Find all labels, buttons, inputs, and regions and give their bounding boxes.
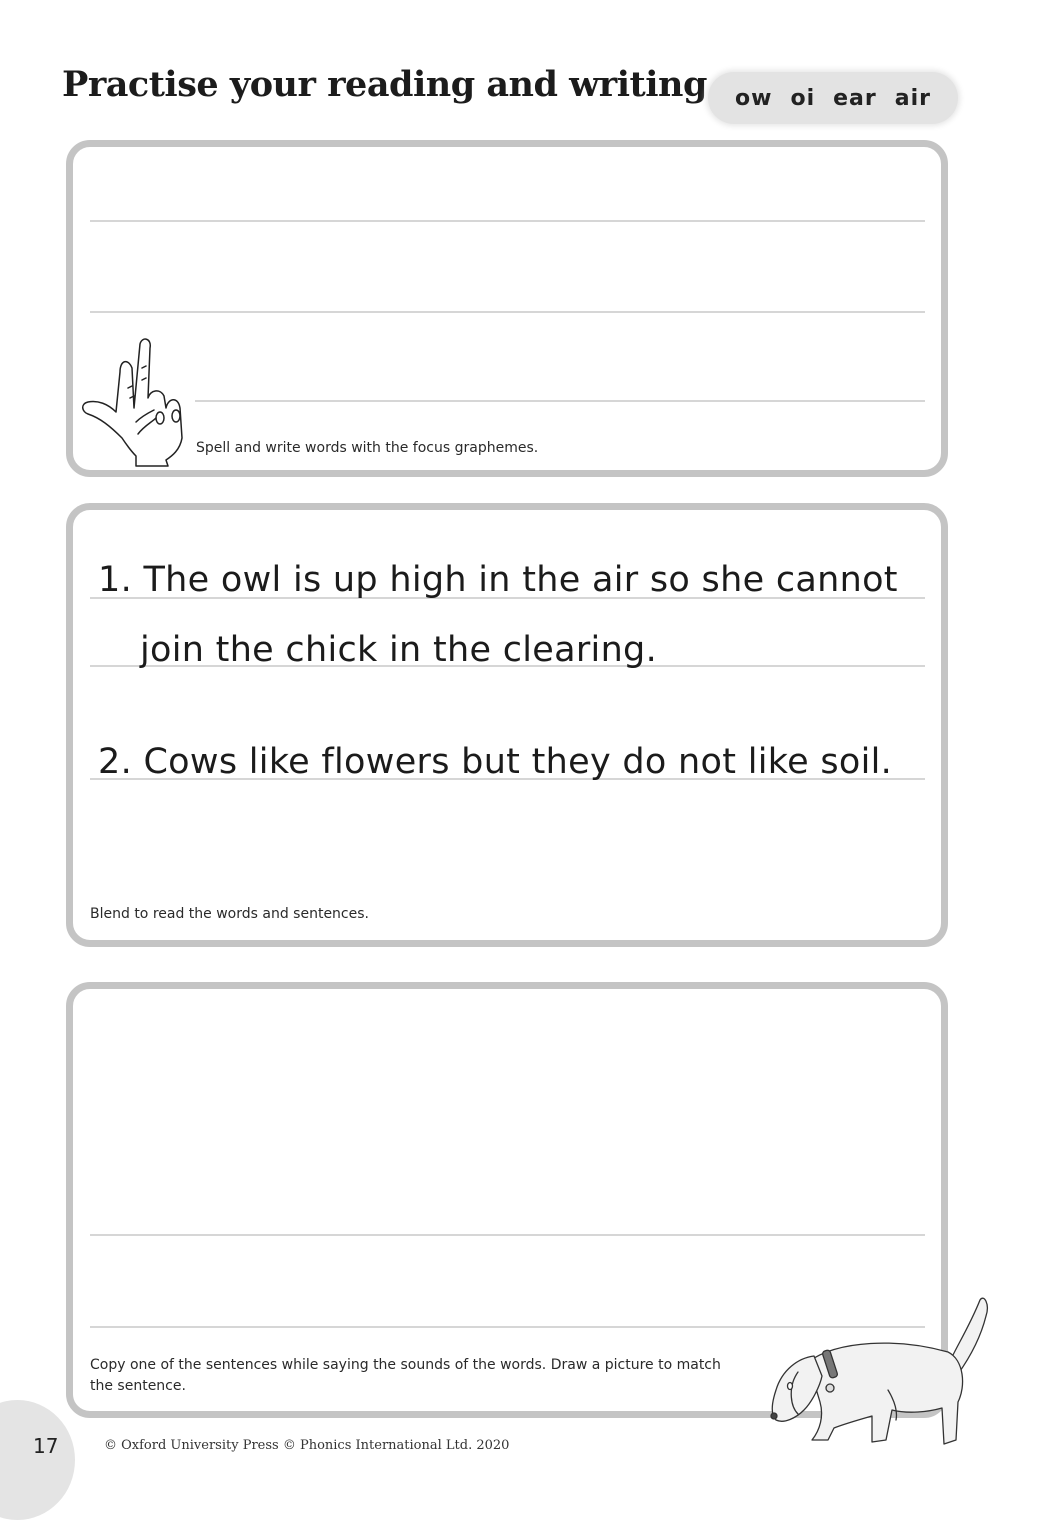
- sentence-1-line-2: join the chick in the clearing.: [140, 630, 658, 670]
- sentence-2: [98, 742, 892, 782]
- instruction-blend-read: Blend to read the words and sentences.: [90, 906, 369, 922]
- dog-icon: [768, 1290, 993, 1465]
- sentence-1-number: 1.: [98, 560, 132, 600]
- hand-signal-icon: [80, 338, 200, 468]
- sentence-2-text: Cows like flowers but they do not like soil.: [143, 742, 893, 782]
- instruction-copy-draw: Copy one of the sentences while saying the sounds of the words. Draw a picture to match the sentence.: [90, 1357, 721, 1394]
- sentence-1-text: The owl is up high in the air so she cannot: [143, 560, 898, 600]
- grapheme-ow: ow: [735, 85, 773, 111]
- page-title: Practise your reading and writing: [62, 64, 707, 105]
- sentence-2-number: 2.: [98, 742, 132, 782]
- writing-line-3[interactable]: [195, 400, 925, 402]
- instruction-spell-write: Spell and write words with the focus graphemes.: [196, 440, 539, 456]
- copyright-notice: © Oxford University Press © Phonics International Ltd. 2020: [104, 1438, 510, 1453]
- page-number-tab: [0, 1400, 75, 1520]
- grapheme-ear: ear: [833, 85, 877, 111]
- writing-line-1[interactable]: [90, 220, 925, 222]
- writing-line-2[interactable]: [90, 311, 925, 313]
- grapheme-oi: oi: [790, 85, 816, 111]
- focus-graphemes-badge: [708, 72, 958, 124]
- page-number: 17: [33, 1434, 59, 1458]
- grapheme-air: air: [894, 85, 931, 111]
- sentence-1-line-1: [98, 560, 898, 600]
- copy-line-1[interactable]: [90, 1234, 925, 1236]
